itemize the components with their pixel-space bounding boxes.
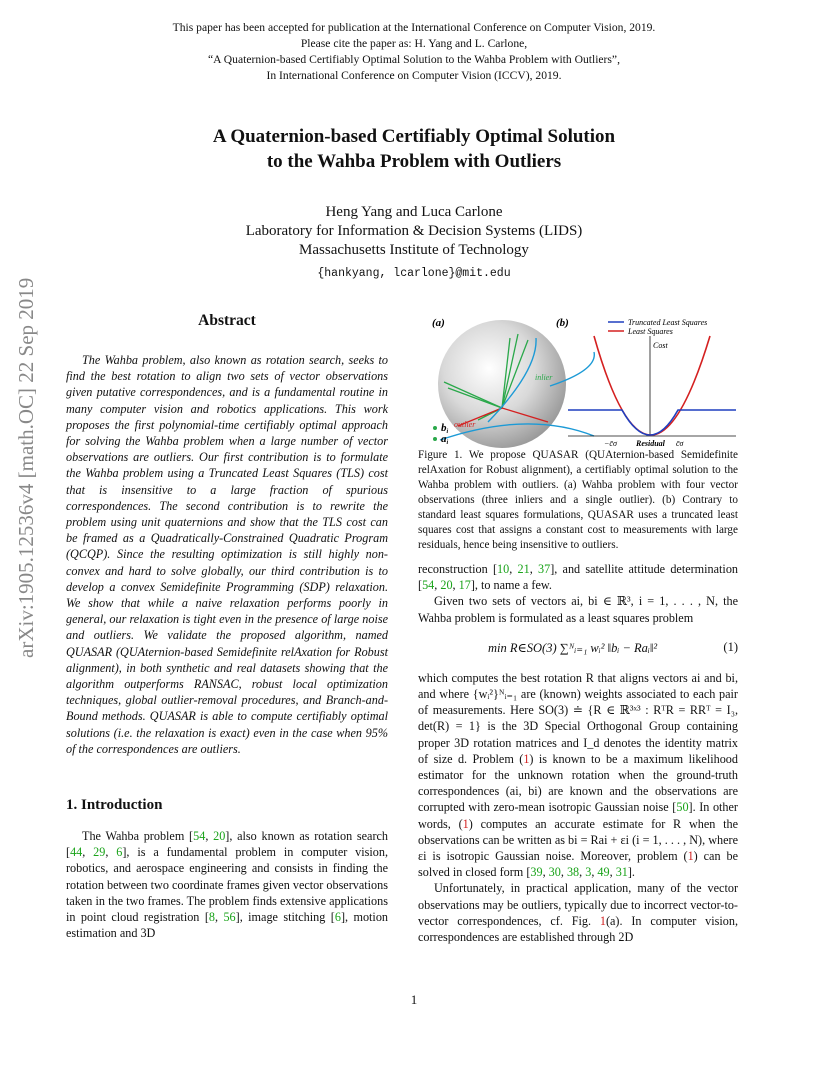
right-paragraph-1: reconstruction [10, 21, 37], and satellite attitude determination [54, 20, 17], to name a few.	[418, 562, 739, 593]
citation-link[interactable]: 8	[208, 910, 215, 925]
citation-link[interactable]: 6	[334, 910, 341, 925]
cost-axis-label: Cost	[653, 341, 668, 350]
figure-1-graphic	[418, 310, 740, 448]
right-paragraph-3: which computes the best rotation R that aligns vectors ai and bi, and where {wᵢ²}ᴺᵢ₌₁ are (known) weights associated to each pair of measurements. Here SO(3) ≐ {R ∈ ℝ³ˣ³ : RᵀR = RRᵀ = I₃, det(R) = 1} is the 3D Special Orthogonal Group containing proper 3D rotation matrices and I_d denotes the identity matrix of size d. Problem (1) is known to be a maximum likelihood estimator for the unknown rotation when the ground-truth correspondences (ai, bi) are known and the observations are corrupted with zero-mean isotropic Gaussian noise [50]. In other words, (1) computes an accurate estimate for R when the observations can be written as bi = Rai + εi (i = 1, . . . , N), where εi is isotropic Gaussian noise. Moreover, problem (1) can be solved in closed form [39, 30, 38, 3, 49, 31].	[418, 670, 738, 880]
author-names: Heng Yang and Luca Carlone	[325, 204, 503, 220]
citation-link[interactable]: 54	[422, 578, 435, 593]
title-line-1: A Quaternion-based Certifiably Optimal Solution	[212, 126, 616, 147]
citation-link[interactable]: 39	[530, 865, 543, 880]
tick-pos-label: c̄σ	[676, 439, 684, 448]
citation-link[interactable]: 3	[585, 865, 592, 880]
equation-number: (1)	[723, 640, 738, 655]
citation-link[interactable]: 20	[440, 578, 453, 593]
tick-neg-label: −c̄σ	[604, 439, 617, 448]
legend-b-label: bi	[441, 422, 449, 435]
legend-a-marker	[433, 437, 437, 441]
citation-link[interactable]: 44	[70, 845, 83, 860]
figure-link[interactable]: 1	[599, 913, 606, 928]
title-line-2: to the Wahba Problem with Outliers	[266, 151, 562, 172]
citation-link[interactable]: 50	[676, 800, 689, 815]
citation-link[interactable]: 29	[93, 845, 106, 860]
notice-line-2: Please cite the paper as: H. Yang and L. Carlone,	[300, 37, 528, 50]
equation-link[interactable]: 1	[523, 751, 530, 766]
outlier-label: outlier	[454, 420, 476, 429]
residual-axis-label: Residual	[636, 439, 665, 448]
abstract-heading: Abstract	[198, 312, 256, 329]
citation-link[interactable]: 49	[597, 865, 610, 880]
citation-link[interactable]: 54	[193, 829, 206, 844]
citation-link[interactable]: 17	[458, 578, 471, 593]
legend-ls-label: Least Squares	[628, 327, 673, 336]
citation-link[interactable]: 6	[116, 845, 123, 860]
citation-link[interactable]: 37	[538, 562, 551, 576]
citation-link[interactable]: 38	[566, 865, 580, 880]
author-institute: Massachusetts Institute of Technology	[299, 242, 529, 258]
legend-a-label: ai	[441, 433, 449, 446]
citation-link[interactable]: 10	[497, 562, 510, 576]
paper-title	[0, 124, 828, 174]
equation-link[interactable]: 1	[462, 816, 469, 831]
intro-paragraph: The Wahba problem [54, 20], also known as rotation search [44, 29, 6], is a fundamental problem in computer vision, robotics, and aerospace engineering and consists in finding the rotation between two coordinate frames given vector observations taken in the two frames. The problem finds extensive applications in point cloud registration [8, 56], image stitching [6], motion estimation and 3D	[66, 829, 389, 941]
citation-link[interactable]: 31	[615, 865, 628, 880]
notice-line-3: “A Quaternion-based Certifiably Optimal Solution to the Wahba Problem with Outliers”,	[208, 53, 620, 66]
legend-b-marker	[433, 426, 437, 430]
abstract-text: The Wahba problem, also known as rotation search, seeks to find the best rotation to align two sets of vector observations given putative correspondences, and is a fundamental routine in many computer vision and robotics applications. This work proposes the first polynomial-time certifiably optimal approach for solving the Wahba problem when a large number of vector observations are outliers. Our first contribution is to formulate the Wahba problem using a Truncated Least Squares (TLS) cost that is insensitive to a large fraction of spurious correspondences. The second contribution is to rewrite the problem using unit quaternions and show that the TLS cost can be framed as a Quadratically-Constrained Quadratic Program (QCQP). Since the resulting optimization is still highly non-convex and hard to solve globally, our third contribution is to develop a convex Semidefinite Programming (SDP) relaxation. We show that while a naive relaxation performs poorly in general, our relaxation is tight even in the presence of large noise and outliers. We validate the proposed algorithm, named QUASAR (QUAternion-based Semidefinite relAxation for Robust alignment), in both synthetic and real datasets showing that the algorithm outperforms RANSAC, robust local optimization techniques, global outlier-removal procedures, and Branch-and-Bound methods. QUASAR is able to compute certifiably optimal solutions (i.e. the relaxation is exact) even in the case when 95% of the correspondences are outliers.	[66, 353, 388, 756]
citation-link[interactable]: 21	[517, 562, 530, 576]
citation-link[interactable]: 30	[548, 865, 561, 880]
panel-b-label: (b)	[556, 317, 569, 329]
right-paragraph-2: Given two sets of vectors ai, bi ∈ ℝ³, i = 1, . . . , N, the Wahba problem is formulated as a least squares problem	[418, 594, 738, 625]
citation-link[interactable]: 56	[223, 910, 236, 925]
citation-link[interactable]: 20	[213, 829, 226, 844]
figure-1-caption: Figure 1. We propose QUASAR (QUAternion-based Semidefinite relAxation for Robust alignment), a certifiably optimal solution to the Wahba problem with outliers. (a) Wahba problem with four vector observations (three inliers and a single outlier). (b) Contrary to standard least squares formulations, QUASAR uses a truncated least squares cost that assigns a constant cost to measurements with large residuals, hence being insensitive to outliers.	[418, 449, 738, 551]
legend-tls-label: Truncated Least Squares	[628, 318, 708, 327]
page-number: 1	[410, 992, 418, 1007]
author-block	[0, 203, 828, 283]
arxiv-stamp: arXiv:1905.12536v4 [math.OC] 22 Sep 2019	[14, 277, 38, 658]
tls-curve	[568, 410, 736, 435]
panel-a-label: (a)	[432, 317, 445, 329]
figure-1	[418, 310, 740, 448]
equation-link[interactable]: 1	[687, 849, 694, 864]
left-column	[66, 312, 388, 942]
equation-body: min R∈SO(3) ∑ᴺᵢ₌₁ wᵢ² ‖bᵢ − Raᵢ‖²	[488, 640, 658, 655]
equation-1	[418, 640, 738, 656]
publication-notice	[0, 20, 828, 84]
notice-line-1: This paper has been accepted for publication at the International Conference on Computer Vision, 2019.	[172, 21, 656, 34]
author-email: {hankyang, lcarlone}@mit.edu	[317, 267, 511, 280]
right-column	[418, 448, 738, 945]
notice-line-4: In International Conference on Computer Vision (ICCV), 2019.	[266, 69, 562, 82]
right-paragraph-4: Unfortunately, in practical application, many of the vector observations may be outliers, typically due to incorrect vector-to-vector correspondences, cf. Fig. 1(a). In computer vision, correspondences are established through 2D	[418, 881, 739, 945]
author-lab: Laboratory for Information & Decision Systems (LIDS)	[245, 223, 583, 239]
inlier-label: inlier	[535, 373, 553, 382]
least-squares-curve	[594, 336, 710, 435]
introduction-heading: 1. Introduction	[66, 797, 163, 814]
